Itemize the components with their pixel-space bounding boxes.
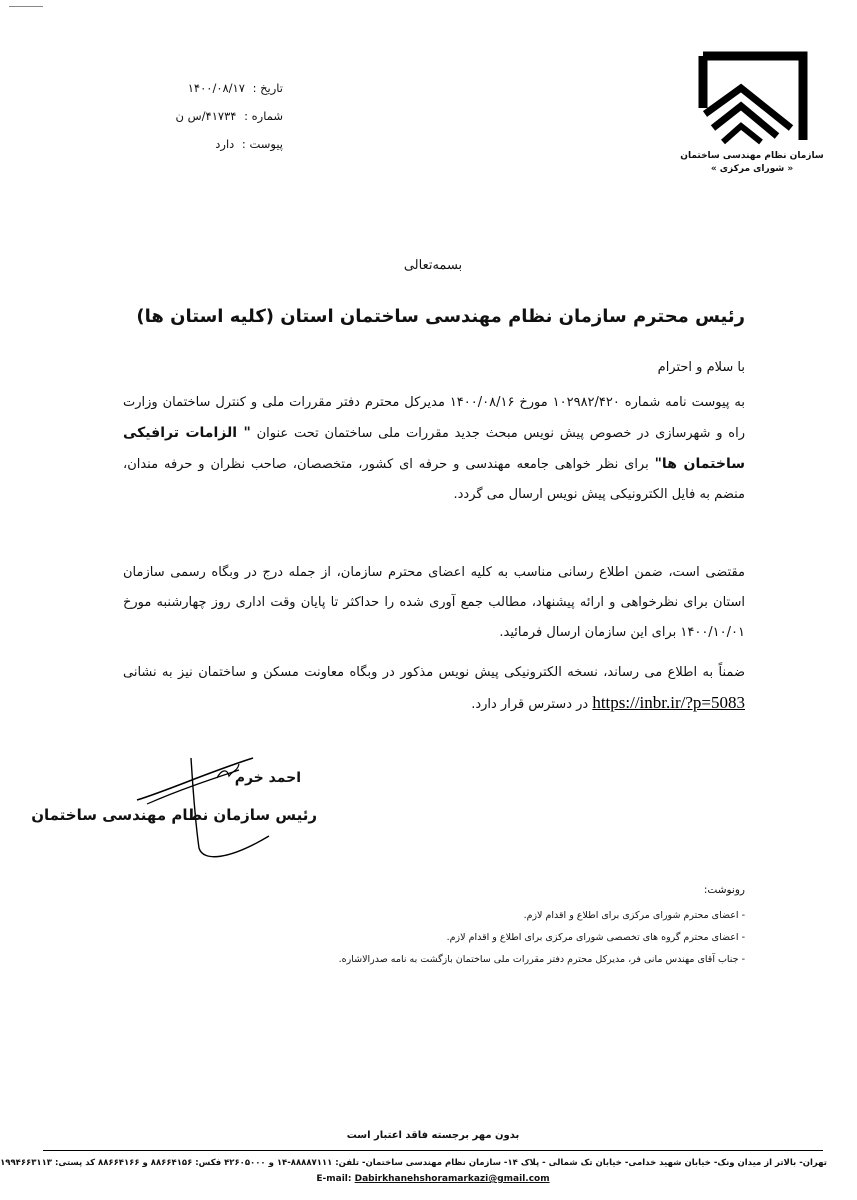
org-caption-name: سازمان نظام مهندسی ساختمان	[680, 151, 824, 161]
email-label: E-mail:	[316, 1174, 352, 1184]
attachment-value: دارد	[215, 137, 235, 151]
date-value: ۱۴۰۰/۰۸/۱۷	[187, 81, 245, 95]
footer-email	[9, 1174, 857, 1184]
paragraph-3-text-b: در دسترس قرار دارد.	[471, 697, 593, 712]
attachment-row	[113, 130, 283, 158]
date-row	[113, 74, 283, 102]
paragraph-3-text-a: ضمناً به اطلاع می رساند، نسخه الکترونیکی پیش نویس مذکور در وبگاه معاونت مسکن و ساختمان نیز به نشانی	[123, 665, 745, 680]
paragraph-2: مقتضی است، ضمن اطلاع رسانی مناسب به کلیه اعضای محترم سازمان، از جمله درج در وبگاه رسمی سازمان استان برای نظرخواهی و ارائه پیشنهاد، مطالب جمع آوری شده را حداکثر تا پایان وقت اداری روز چهارشنبه مورخ ۱۴۰۰/۱۰/۰۱ برای این سازمان ارسال فرمائید.	[123, 565, 745, 640]
paragraph-1-text-a: به پیوست نامه شماره ۱۰۲۹۸۲/۴۲۰ مورخ ۱۴۰۰/۰۸/۱۶ مدیرکل محترم دفتر مقررات ملی و کنترل ساختمان وزارت راه و شهرسازی در خصوص پیش نویس مبحث جدید مقررات ملی ساختمان تحت عنوان	[123, 395, 745, 441]
paragraph-1-highlight: " الزامات ترافیکی ساختمان ها"	[123, 425, 745, 472]
greeting: با سلام و احترام	[657, 360, 745, 375]
signer-name: احمد خرم	[234, 770, 301, 786]
cc-heading: رونوشت:	[703, 884, 745, 896]
date-label: تاریخ :	[252, 81, 283, 95]
paragraph-3	[123, 658, 745, 720]
recipient-heading: رئیس محترم سازمان نظام مهندسی ساختمان استان (کلیه استان ها)	[136, 306, 745, 327]
cc-item: - اعضای محترم گروه های تخصصی شورای مرکزی برای اطلاع و اقدام لازم.	[446, 932, 745, 943]
number-row	[113, 102, 283, 130]
paragraph-1-text-b: برای نظر خواهی جامعه مهندسی و حرفه ای کشور، متخصصان، صاحب نظران و حرفه مندان، منضم به فایل الکترونیکی پیش نویس ارسال می گردد.	[123, 457, 745, 502]
org-caption	[677, 150, 827, 176]
signer-title: رئیس سازمان نظام مهندسی ساختمان	[31, 806, 317, 824]
footer-address: تهران- بالاتر از میدان ونک- خیابان شهید خدامی- خیابان تک شمالی - پلاک ۱۴- سازمان نظام مهندسی ساختمان- تلفن: ۸۸۸۸۷۱۱۱-۱۴ و ۴۲۶۰۵۰۰۰ فکس: ۸۸۶۶۴۱۵۶ و ۸۸۶۶۴۱۶۶ کد پستی: ۱۹۹۴۶۶۳۱۱۳	[0, 1158, 827, 1168]
draft-link[interactable]: https://inbr.ir/?p=5083	[592, 693, 745, 712]
number-value: ۴۱۷۳۴/س ن	[175, 109, 237, 123]
org-logo-icon	[693, 48, 813, 148]
attachment-label: پیوست :	[241, 137, 283, 151]
number-label: شماره :	[244, 109, 283, 123]
footer-divider	[43, 1150, 823, 1151]
paragraph-1	[123, 388, 745, 510]
letter-meta	[113, 74, 283, 158]
cc-item: - اعضای محترم شورای مرکزی برای اطلاع و اقدام لازم.	[523, 910, 745, 921]
email-address[interactable]: Dabirkhanehshoramarkazi@gmail.com	[354, 1174, 550, 1184]
org-caption-sub: « شورای مرکزی »	[710, 164, 794, 174]
stamp-note: بدون مهر برجسته فاقد اعتبار است	[346, 1130, 520, 1141]
cc-item: - جناب آقای مهندس مانی فر، مدیرکل محترم دفتر مقررات ملی ساختمان بازگشت به نامه صدرالاشاره.	[338, 954, 745, 965]
bismillah: بسمه‌تعالی	[403, 258, 463, 273]
corner-mark	[9, 6, 43, 7]
